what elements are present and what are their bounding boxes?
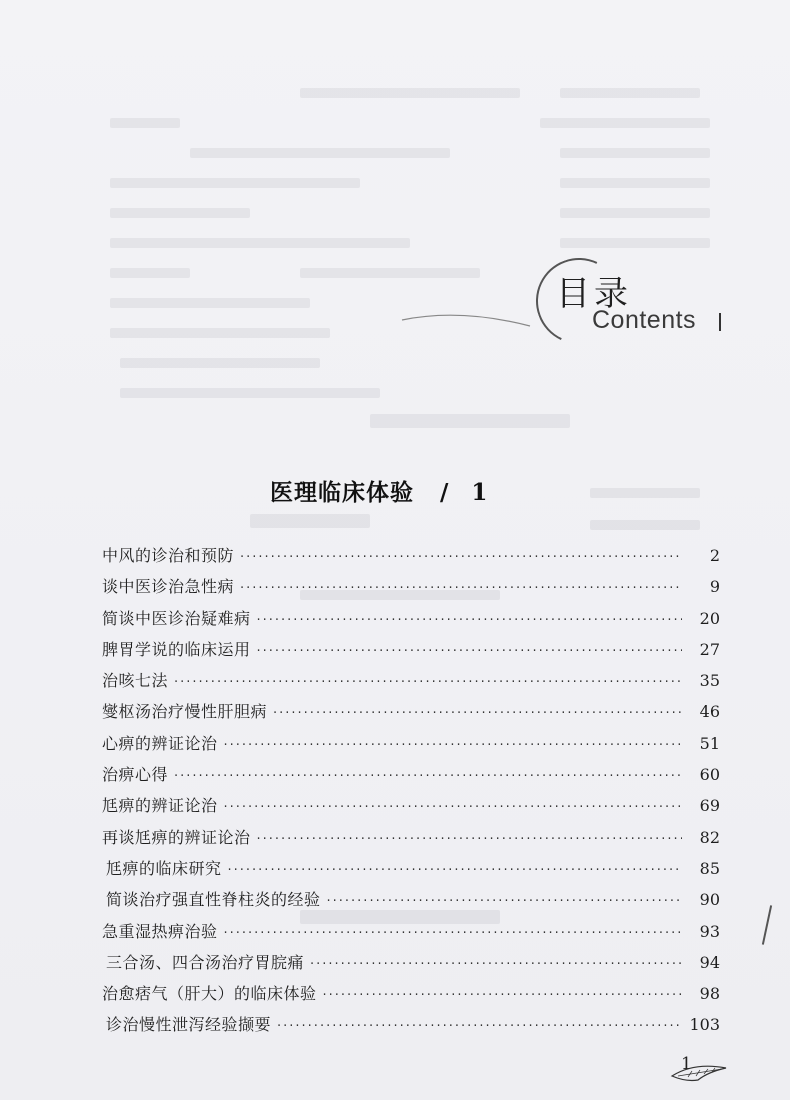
- toc-entry[interactable]: [102, 603, 720, 634]
- dot-leader: [310, 949, 682, 980]
- margin-mark: [762, 905, 772, 945]
- dot-leader: [224, 792, 682, 823]
- decorative-swoosh: [400, 300, 540, 330]
- toc-entry-page: 46: [699, 702, 720, 722]
- toc-entry-page: 51: [699, 733, 720, 753]
- toc-entry-page: 90: [699, 890, 720, 910]
- toc-entry-page: 103: [689, 1015, 720, 1035]
- toc-list: [102, 540, 720, 1041]
- toc-entry-title: 燮枢汤治疗慢性肝胆病: [102, 702, 268, 722]
- toc-entry-page: 9: [709, 577, 720, 597]
- toc-entry-title: 治咳七法: [102, 671, 169, 691]
- toc-entry[interactable]: [102, 947, 720, 978]
- toc-entry[interactable]: [102, 634, 720, 665]
- section-separator: /: [440, 479, 450, 506]
- section-page: 1: [471, 479, 489, 506]
- toc-entry[interactable]: [102, 978, 720, 1009]
- toc-entry-title: 简谈中医诊治疑难病: [102, 608, 251, 628]
- toc-entry-title: 再谈尪痹的辨证论治: [102, 827, 251, 847]
- toc-entry[interactable]: [102, 822, 720, 853]
- toc-entry-title: 治愈痞气（肝大）的临床体验: [102, 984, 317, 1004]
- toc-entry-page: 82: [699, 827, 720, 847]
- toc-entry[interactable]: [102, 665, 720, 696]
- toc-entry[interactable]: [102, 790, 720, 821]
- toc-entry-page: 69: [699, 796, 720, 816]
- toc-entry-page: 93: [699, 921, 720, 941]
- toc-entry-title: 诊治慢性泄泻经验撷要: [106, 1015, 272, 1035]
- toc-entry-title: 急重湿热痹治验: [102, 921, 218, 941]
- toc-entry-page: 94: [699, 952, 720, 972]
- dot-leader: [273, 698, 682, 729]
- section-heading: [270, 474, 488, 507]
- page-subtitle: Contents: [592, 306, 697, 334]
- toc-entry-title: 脾胃学说的临床运用: [102, 639, 251, 659]
- dot-leader: [240, 573, 682, 604]
- toc-entry-page: 20: [699, 608, 720, 628]
- toc-entry[interactable]: [102, 759, 720, 790]
- toc-entry[interactable]: [102, 696, 720, 727]
- dot-leader: [257, 824, 682, 855]
- toc-entry-page: 60: [699, 765, 720, 785]
- page-title: 目录: [556, 274, 632, 314]
- toc-entry[interactable]: [102, 853, 720, 884]
- title-bar-mark: [719, 313, 721, 331]
- dot-leader: [228, 855, 682, 886]
- toc-entry-title: 谈中医诊治急性病: [102, 577, 235, 597]
- toc-entry[interactable]: [102, 1009, 720, 1040]
- dot-leader: [224, 918, 682, 949]
- dot-leader: [174, 667, 682, 698]
- dot-leader: [240, 542, 682, 573]
- toc-entry[interactable]: [102, 571, 720, 602]
- dot-leader: [327, 886, 682, 917]
- dot-leader: [323, 980, 682, 1011]
- toc-entry-page: 2: [709, 546, 720, 565]
- toc-entry-page: 27: [699, 639, 720, 659]
- toc-entry-page: 98: [699, 984, 720, 1004]
- section-title: 医理临床体验: [270, 479, 414, 506]
- toc-entry-title: 心痹的辨证论治: [102, 733, 218, 753]
- dot-leader: [174, 761, 682, 792]
- feather-icon: [668, 1058, 730, 1084]
- dot-leader: [257, 605, 682, 636]
- dot-leader: [224, 730, 682, 761]
- toc-entry-title: 治痹心得: [102, 765, 169, 785]
- page-number: 1: [681, 1054, 692, 1074]
- toc-entry-page: 35: [699, 671, 720, 691]
- toc-entry-title: 尪痹的辨证论治: [102, 796, 218, 816]
- toc-entry-page: 85: [699, 858, 720, 878]
- toc-entry[interactable]: [102, 728, 720, 759]
- toc-entry-title: 简谈治疗强直性脊柱炎的经验: [106, 890, 321, 910]
- toc-entry-title: 三合汤、四合汤治疗胃脘痛: [106, 952, 305, 972]
- toc-entry[interactable]: [102, 540, 720, 571]
- toc-entry[interactable]: [102, 916, 720, 947]
- dot-leader: [257, 636, 682, 667]
- toc-entry-title: 中风的诊治和预防: [102, 546, 235, 565]
- dot-leader: [277, 1011, 682, 1042]
- toc-entry-title: 尪痹的临床研究: [106, 858, 222, 878]
- toc-entry[interactable]: [102, 884, 720, 915]
